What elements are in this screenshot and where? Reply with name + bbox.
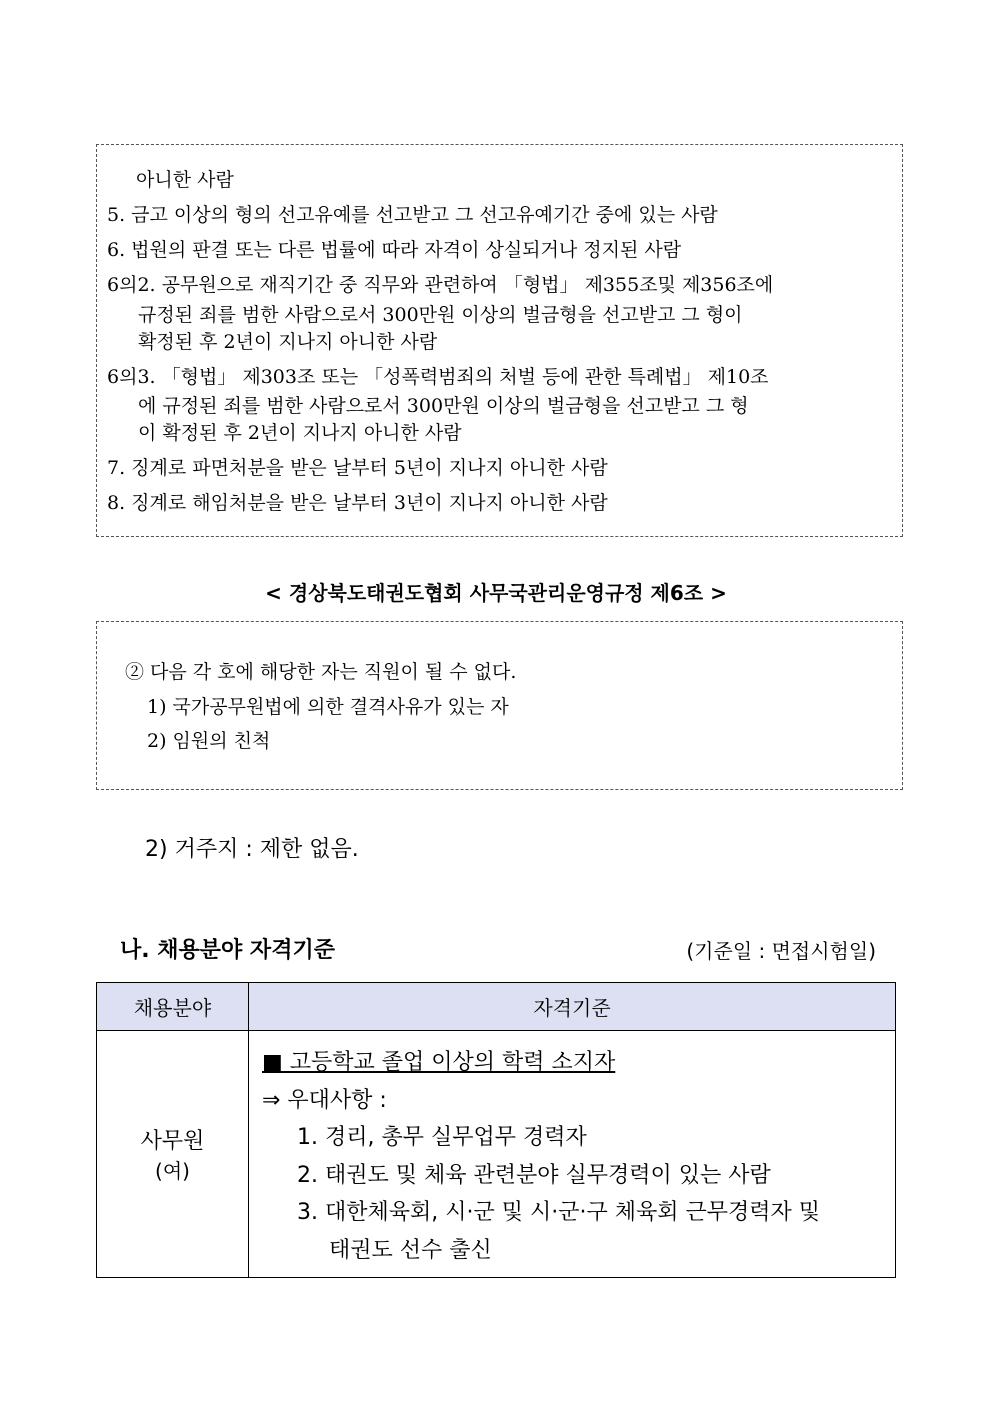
regulation-item-1: 1) 국가공무원법에 의한 결격사유가 있는 자: [147, 696, 509, 718]
section-reference-date: (기준일 : 면접시험일): [686, 939, 876, 963]
regulation-title: < 경상북도태권도협회 사무국관리운영규정 제6조 >: [265, 581, 727, 605]
residence-requirement: 2) 거주지 : 제한 없음.: [145, 837, 359, 862]
disq-item-6-2-line2: 규정된 죄를 범한 사람으로서 300만원 이상의 벌금형을 선고받고 그 형이: [138, 304, 743, 326]
disq-item-6-2-line1: 6의2. 공무원으로 재직기간 중 직무와 관련하여 「형법」 제355조및 제356조에: [107, 274, 774, 296]
regulation-item-2: 2) 임원의 친척: [147, 730, 271, 752]
disq-item-6-3-line2: 에 규정된 죄를 범한 사람으로서 300만원 이상의 벌금형을 선고받고 그 형: [138, 395, 749, 417]
header-criteria: 자격기준: [249, 983, 896, 1031]
field-name: 사무원: [140, 1129, 205, 1154]
table-header-row: [97, 983, 896, 1031]
field-gender: (여): [155, 1159, 190, 1183]
header-field: 채용분야: [97, 983, 249, 1031]
table-row: [97, 1031, 896, 1278]
education-requirement: ■ 고등학교 졸업 이상의 학력 소지자: [262, 1050, 616, 1075]
preference-item-3: 3. 대한체육회, 시·군 및 시·군·구 체육회 근무경력자 및: [297, 1200, 820, 1225]
criteria-cell: [249, 1031, 896, 1278]
preference-item-2: 2. 태권도 및 체육 관련분야 실무경력이 있는 사람: [297, 1163, 771, 1188]
disq-item-6-3-line3: 이 확정된 후 2년이 지나지 아니한 사람: [138, 422, 462, 444]
preference-item-1: 1. 경리, 총무 실무업무 경력자: [297, 1125, 587, 1150]
criteria-table: [96, 982, 896, 1278]
regulation-box: [96, 621, 903, 790]
regulation-clause: ② 다음 각 호에 해당한 자는 직원이 될 수 없다.: [125, 661, 517, 683]
disq-item-8: 8. 징계로 해임처분을 받은 날부터 3년이 지나지 아니한 사람: [107, 492, 608, 514]
disq-item-6-3-line1: 6의3. 「형법」 제303조 또는 「성폭력범죄의 처벌 등에 관한 특례법」 제10조: [107, 366, 769, 388]
section-title: 나. 채용분야 자격기준: [120, 938, 335, 963]
preference-item-3-cont: 태권도 선수 출신: [329, 1238, 492, 1263]
field-cell: [97, 1031, 249, 1278]
disqualification-box: [96, 144, 903, 537]
disq-item-6-2-line3: 확정된 후 2년이 지나지 아니한 사람: [138, 331, 438, 353]
disq-item-7: 7. 징계로 파면처분을 받은 날부터 5년이 지나지 아니한 사람: [107, 457, 608, 479]
preference-label: ⇒ 우대사항 :: [262, 1088, 387, 1113]
disq-item-6: 6. 법원의 판결 또는 다른 법률에 따라 자격이 상실되거나 정지된 사람: [107, 239, 682, 261]
disq-line-continued: 아니한 사람: [136, 169, 234, 191]
disq-item-5: 5. 금고 이상의 형의 선고유예를 선고받고 그 선고유예기간 중에 있는 사람: [107, 204, 718, 226]
